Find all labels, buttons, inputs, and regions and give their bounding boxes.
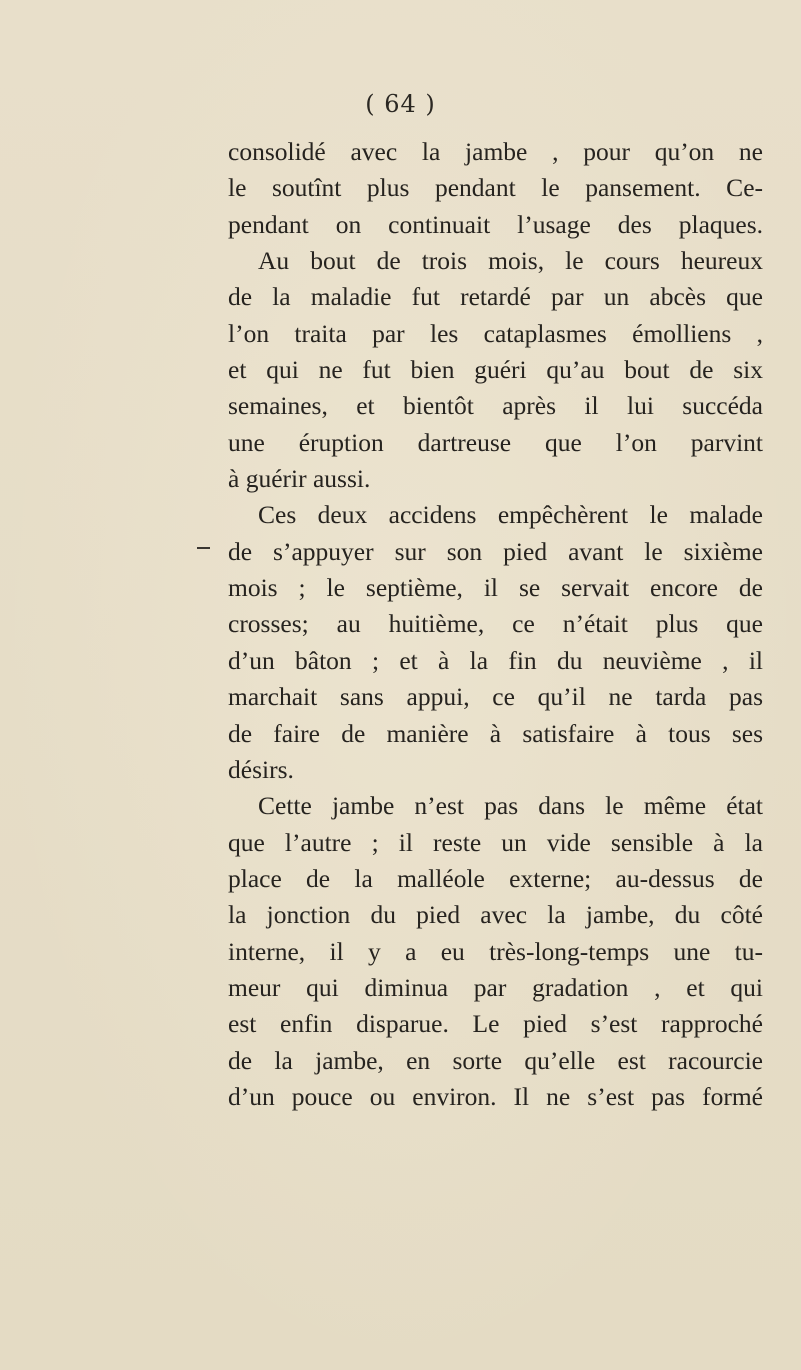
text-line: Au bout de trois mois, le cours heureux: [258, 246, 763, 276]
text-line: place de la malléole externe; au-dessus de: [228, 863, 763, 893]
body-text: [228, 134, 763, 1115]
text-line: désirs.: [228, 754, 294, 784]
text-line: le soutînt plus pendant le pansement. Ce-: [228, 173, 763, 203]
text-line: d’un bâton ; et à la fin du neuvième , il: [228, 645, 763, 675]
text-line: d’un pouce ou environ. Il ne s’est pas formé: [228, 1081, 763, 1111]
text-line: de s’appuyer sur son pied avant le sixième: [228, 536, 763, 566]
margin-mark: [197, 547, 210, 549]
text-line: meur qui diminua par gradation , et qui: [228, 972, 763, 1002]
text-line: et qui ne fut bien guéri qu’au bout de six: [228, 355, 763, 385]
text-line: une éruption dartreuse que l’on parvint: [228, 427, 763, 457]
text-line: pendant on continuait l’usage des plaques.: [228, 209, 763, 239]
text-line: de faire de manière à satisfaire à tous ses: [228, 718, 763, 748]
text-line: marchait sans appui, ce qu’il ne tarda pas: [228, 682, 763, 712]
text-line: interne, il y a eu très-long-temps une tu-: [228, 936, 763, 966]
text-line: la jonction du pied avec la jambe, du côté: [228, 900, 763, 930]
text-line: Cette jambe n’est pas dans le même état: [258, 791, 763, 821]
text-line: à guérir aussi.: [228, 464, 371, 494]
text-line: que l’autre ; il reste un vide sensible à la: [228, 827, 763, 857]
text-line: mois ; le septième, il se servait encore de: [228, 573, 763, 603]
text-line: l’on traita par les cataplasmes émolliens ,: [228, 318, 763, 348]
text-line: de la maladie fut retardé par un abcès que: [228, 282, 763, 312]
text-line: crosses; au huitième, ce n’était plus que: [228, 609, 763, 639]
text-line: semaines, et bientôt après il lui succéda: [228, 391, 763, 421]
text-line: consolidé avec la jambe , pour qu’on ne: [228, 137, 763, 166]
text-line: Ces deux accidens empêchèrent le malade: [258, 500, 763, 530]
text-line: de la jambe, en sorte qu’elle est racourcie: [228, 1045, 763, 1075]
page-number: ( 64 ): [365, 90, 436, 118]
text-line: est enfin disparue. Le pied s’est rapproché: [228, 1009, 763, 1039]
